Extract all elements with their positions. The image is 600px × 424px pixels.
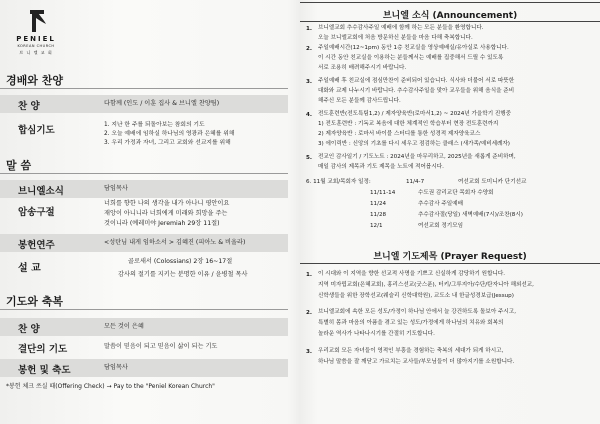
schedule-event: 추수감사절(당일) 새벽예배(7시)/조찬(8시) xyxy=(418,212,523,218)
announcement-line: 대화와 교제 나누시기 바랍니다. 추수감사주일을 맞아 교우들을 위해 음식을 준비 xyxy=(318,88,515,94)
announcement-line: 전교인 감사일기 / 기도노트 : 2024년을 마무리하고, 2025년을 새롭게 준비하며, xyxy=(318,154,516,160)
announcement-line: 브니엘교회 추수감사주일 예배에 함께 하는 모든 분들을 환영합니다. xyxy=(318,25,484,31)
verse-line: 것이니라 (예레미야 Jeremiah 29장 11절) xyxy=(104,220,220,227)
schedule-date: 11/28 xyxy=(370,212,387,218)
schedule-date: 11/11-14 xyxy=(370,190,396,196)
top-rule xyxy=(300,2,600,3)
prayer-request-line: 하나님 말씀을 잘 깨닫고 가르치는 교사들/부모님들이 더 많아지기를 소원합니다. xyxy=(318,359,515,365)
prayer-request-line: 이 시대와 이 지역을 향한 선교적 사명을 기쁘고 신실하게 감당하기 원합니다. xyxy=(318,271,506,277)
announcement-line: 3) 에이릭반 : 신앙의 기초를 다시 세우고 점검하는 클래스 (새가족/예비세례자) xyxy=(318,141,510,147)
verse-line: 너희를 향한 나의 생각을 내가 아나니 평안이요 xyxy=(104,200,230,207)
announcement-line: 이 시간 동안 친교실을 이용하는 분들께서는 예배를 집중해서 드릴 수 있도록 xyxy=(318,55,504,61)
announcement-line: 매일 감사의 제목과 기도 제목을 노트에 적어봅시다. xyxy=(318,164,444,170)
worship-section-header xyxy=(0,70,288,89)
praise-value: 다함께 (인도 / 이훈 집사 & 브니엘 찬양팀) xyxy=(104,100,220,107)
closing-prayer-label: 결단의 기도 xyxy=(18,344,68,355)
logo-korean: 브 니 엘 교 회 xyxy=(19,50,53,55)
prayer-request-title: 브니엘 기도제목 (Prayer Request) xyxy=(373,252,527,262)
announcements-column xyxy=(300,0,600,424)
sermon-title: 감사의 절기를 지키는 분명한 이유 / 윤병철 목사 xyxy=(118,271,248,278)
prayer-request-line: 우리교회 모든 자녀들이 영적인 부흥을 경험하는 축복의 세대가 되게 하시고, xyxy=(318,348,504,354)
praise-label: 찬 양 xyxy=(18,101,40,112)
announcement-line: 주일예배시간(12~1pm) 동안 1층 친교실을 영상예배실/유아실로 사용합니다. xyxy=(318,45,509,51)
announcement-number: 2. xyxy=(306,46,313,52)
schedule-date: 12/1 xyxy=(370,223,383,229)
schedule-event: 추수감사 주일예배 xyxy=(418,201,464,207)
offering-label: 봉헌연주 xyxy=(18,240,55,251)
announcement-line: 2) 제자양육반 : 로마서 바이블 스터디를 통한 성경적 제자양육코스 xyxy=(318,131,481,137)
sermon-label: 설 교 xyxy=(18,263,41,274)
offering-value: <성탄님 내게 임하소서 > 김혜진 (피아노 & 비올라) xyxy=(104,239,246,246)
church-logo xyxy=(6,8,66,64)
prayer-request-line: 특별히 몸과 마음의 아픔을 겪고 있는 성도/가정에게 하나님의 치유와 회복의 xyxy=(318,320,504,326)
announcement-number: 1. xyxy=(306,26,313,32)
verse-line: 재앙이 아니니라 너희에게 미래와 희망을 주는 xyxy=(104,210,228,217)
announcement-number: 4. xyxy=(306,112,313,118)
praise2-label: 찬 양 xyxy=(18,324,40,335)
schedule-event: 수도권 감리교단 목회자 수양회 xyxy=(418,190,494,196)
announcement-line: 주일예배 후 친교실에 점심만찬이 준비되어 있습니다. 식사와 더불어 서로 따뜻한 xyxy=(318,78,515,84)
schedule-event: 여선교회 정기모임 xyxy=(418,223,464,229)
news-value: 담임목사 xyxy=(104,185,128,192)
prayer-request-number: 1. xyxy=(306,272,313,278)
blessing-value: 담임목사 xyxy=(104,364,128,371)
logo-subtitle: KOREAN CHURCH xyxy=(17,44,55,48)
prayer-request-line: 지역 미자립교회(은혜교회), 홍리스선교(굿스푼), 터키/그루지아/수단/탄자니아 해외선교, xyxy=(318,282,534,288)
schedule-label: 6. 11월 교회/목회자 일정: xyxy=(306,179,371,185)
announcement-number: 5. xyxy=(306,155,313,161)
order-of-worship xyxy=(0,0,290,424)
logo-name: PENIEL xyxy=(16,35,56,43)
word-header-text: 말 씀 xyxy=(6,159,32,172)
schedule-date: 11/4-7 xyxy=(406,179,425,185)
praise2-band xyxy=(0,318,288,336)
announcement-number: 3. xyxy=(306,79,313,85)
news-label: 브니엘소식 xyxy=(18,186,64,197)
verse-label: 암송구절 xyxy=(18,207,55,218)
praise2-value: 모든 것이 은혜 xyxy=(104,323,144,330)
schedule-date: 11/24 xyxy=(370,201,387,207)
blessing-header-text: 기도와 축복 xyxy=(6,295,63,308)
announcement-rule xyxy=(300,21,600,22)
prayer-request-line: 놀라운 역사가 나타나시기를 간절히 기도합니다. xyxy=(318,331,435,337)
prayer-item: 1. 지난 한 주를 되돌아보는 참회의 기도 xyxy=(104,122,205,128)
announcement-line: 서로 조용히 배려해주시기 바랍니다. xyxy=(318,65,407,71)
prayer-request-line: 신학생들을 위한 장학선교(웨슬리 신학대학원), 교도소 내 한글성경보급(Jessup) xyxy=(318,293,514,299)
blessing-section-header xyxy=(0,291,288,310)
blessing-label: 봉헌 및 축도 xyxy=(18,365,71,376)
prayer-request-rule xyxy=(300,263,600,264)
peniel-logo-icon xyxy=(26,8,48,34)
announcement-line: 전도훈련반(전도특팀1,2) / 제자양육반(로마서1,2) ~ 2024년 가을학기 진행중 xyxy=(318,111,512,117)
offering-check-note: *봉헌 체크 쓰실 때(Offering Check) → Pay to the "Peniel Korean Church" xyxy=(6,383,215,390)
word-section-header xyxy=(0,155,288,174)
prayer-label: 합심기도 xyxy=(18,125,55,136)
prayer-request-number: 3. xyxy=(306,349,313,355)
prayer-item: 3. 우리 가정과 자녀, 그리고 교회와 선교지를 위해 xyxy=(104,140,231,146)
prayer-item: 2. 오늘 예배에 임하실 하나님의 영광과 은혜를 위해 xyxy=(104,131,235,137)
announcement-line: 오늘 브니엘교회에 처음 방문하신 분들을 마음 다해 축복합니다. xyxy=(318,35,473,41)
prayer-request-number: 2. xyxy=(306,310,313,316)
schedule-event: 여선교회 도미니카 단기선교 xyxy=(458,179,527,185)
closing-prayer-value: 말씀이 믿음이 되고 믿음이 삶이 되는 기도 xyxy=(104,343,218,350)
prayer-request-line: 브니엘교회에 속한 모든 성도/가정이 하나님 안에서 늘 강건하도록 돌보아 주시고, xyxy=(318,309,516,315)
announcement-title: 브니엘 소식 (Announcement) xyxy=(382,11,518,21)
worship-header-text: 경배와 찬양 xyxy=(6,74,63,87)
announcement-line: 해주신 모든 분들께 감사드립니다. xyxy=(318,98,401,104)
sermon-scripture: 골로새서 (Colossians) 2장 16~17절 xyxy=(128,258,233,265)
announcement-line: 1) 전도훈련반 : 기독교 복음에 대한 체계적인 학습부터 현장 전도훈련까지 xyxy=(318,121,499,127)
